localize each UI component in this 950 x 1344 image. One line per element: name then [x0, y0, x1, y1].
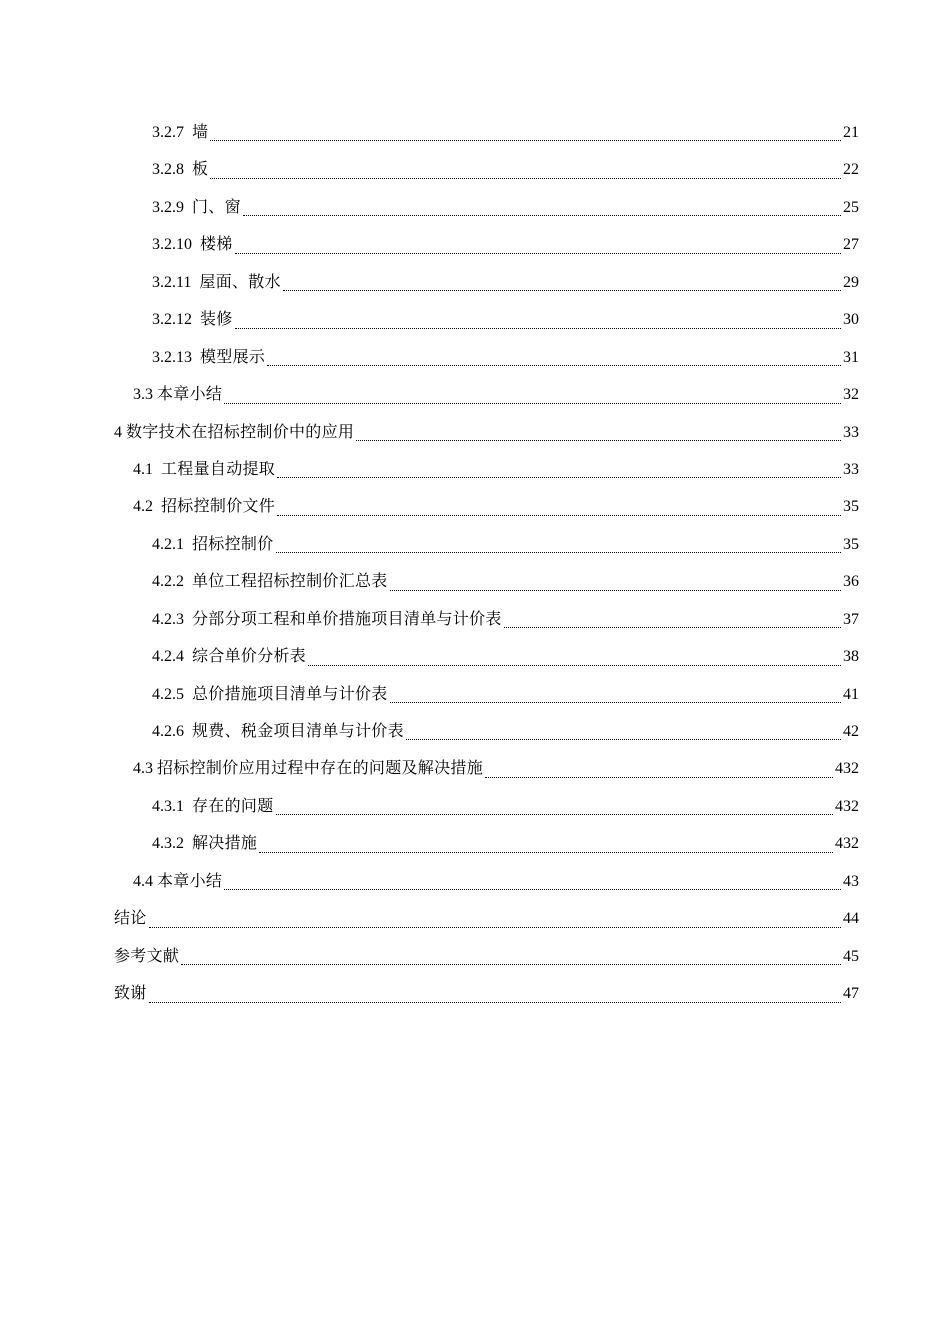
- toc-entry-title: 装修: [200, 311, 233, 329]
- toc-entry[interactable]: [0, 488, 950, 525]
- toc-entry-page-number: 32: [843, 386, 859, 404]
- toc-entry-page-number: 44: [843, 910, 859, 928]
- toc-entry-dot-leader: [235, 327, 841, 329]
- toc-entry-number: 4.3: [133, 760, 153, 778]
- toc-entry[interactable]: [0, 376, 950, 413]
- toc-entry-page-number: 37: [843, 610, 859, 628]
- toc-entry[interactable]: [0, 526, 950, 563]
- toc-entry-dot-leader: [259, 851, 833, 853]
- toc-entry-number: 3.2.13: [152, 348, 192, 366]
- table-of-contents: [0, 114, 950, 1013]
- toc-entry-number: 4.2.1: [152, 535, 184, 553]
- toc-entry-number: 3.2.9: [152, 198, 184, 216]
- toc-entry-number: 4.2.2: [152, 573, 184, 591]
- toc-entry-title: 板: [192, 161, 209, 179]
- toc-entry-dot-leader: [276, 813, 833, 815]
- toc-entry-title: 规费、税金项目清单与计价表: [192, 723, 404, 740]
- toc-entry[interactable]: [0, 750, 950, 787]
- toc-entry-title: 分部分项工程和单价措施项目清单与计价表: [192, 610, 502, 628]
- toc-entry-title: 工程量自动提取: [161, 460, 276, 478]
- toc-entry-dot-leader: [224, 888, 841, 890]
- toc-entry-dot-leader: [243, 214, 841, 216]
- toc-entry-title: 招标控制价: [192, 535, 274, 553]
- toc-entry[interactable]: [0, 414, 950, 451]
- toc-entry-dot-leader: [149, 1001, 841, 1003]
- toc-entry-dot-leader: [390, 701, 841, 703]
- toc-entry-title: 总价措施项目清单与计价表: [192, 685, 388, 703]
- toc-entry[interactable]: [0, 713, 950, 750]
- toc-entry-page-number: 29: [843, 273, 859, 291]
- toc-entry-dot-leader: [181, 963, 841, 965]
- toc-entry[interactable]: [0, 339, 950, 376]
- toc-entry-number: 4.3.2: [152, 835, 184, 853]
- toc-entry[interactable]: [0, 151, 950, 188]
- toc-entry-dot-leader: [276, 551, 841, 553]
- toc-entry-title: 墙: [192, 124, 209, 141]
- toc-entry-dot-leader: [235, 252, 841, 254]
- toc-entry[interactable]: [0, 226, 950, 263]
- toc-entry-dot-leader: [210, 177, 841, 179]
- toc-entry-page-number: 35: [843, 498, 859, 516]
- toc-entry-number: 3.2.8: [152, 161, 184, 179]
- toc-entry-title: 存在的问题: [192, 797, 274, 815]
- toc-entry-dot-leader: [224, 402, 841, 404]
- toc-entry-page-number: 43: [843, 872, 859, 890]
- toc-entry-title: 招标控制价文件: [161, 498, 276, 516]
- toc-entry-page-number: 21: [843, 124, 859, 141]
- toc-entry-dot-leader: [504, 626, 841, 628]
- toc-entry-number: 4.4: [133, 872, 153, 890]
- toc-entry-dot-leader: [283, 289, 841, 291]
- toc-entry[interactable]: [0, 863, 950, 900]
- toc-entry[interactable]: [0, 114, 950, 151]
- toc-entry-title: 楼梯: [200, 236, 233, 254]
- toc-entry-page-number: 30: [843, 311, 859, 329]
- toc-entry-page-number: 432: [835, 835, 859, 853]
- toc-entry[interactable]: [0, 825, 950, 862]
- toc-entry-dot-leader: [485, 776, 833, 778]
- toc-entry[interactable]: [0, 788, 950, 825]
- toc-entry-page-number: 36: [843, 573, 859, 591]
- toc-entry-dot-leader: [356, 439, 841, 441]
- toc-entry-dot-leader: [308, 664, 841, 666]
- toc-entry-number: 3.3: [133, 386, 153, 404]
- toc-entry-page-number: 38: [843, 648, 859, 666]
- toc-entry-page-number: 45: [843, 947, 859, 965]
- toc-entry-number: 4.3.1: [152, 797, 184, 815]
- toc-entry-number: 3.2.7: [152, 124, 184, 141]
- toc-entry-title: 数字技术在招标控制价中的应用: [126, 423, 355, 441]
- toc-entry-title: 结论: [114, 910, 147, 928]
- toc-entry[interactable]: [0, 938, 950, 975]
- toc-entry-title: 解决措施: [192, 835, 258, 853]
- toc-entry[interactable]: [0, 676, 950, 713]
- toc-entry-number: 4: [114, 423, 122, 441]
- toc-entry-number: 4.2.3: [152, 610, 184, 628]
- toc-entry-number: 3.2.11: [152, 273, 192, 291]
- toc-entry-page-number: 432: [835, 797, 859, 815]
- toc-entry-page-number: 22: [843, 161, 859, 179]
- toc-entry-number: 3.2.12: [152, 311, 192, 329]
- toc-entry-dot-leader: [277, 514, 841, 516]
- toc-entry-dot-leader: [149, 926, 841, 928]
- toc-entry-dot-leader: [277, 476, 841, 478]
- toc-entry-page-number: 42: [843, 723, 859, 740]
- toc-entry-dot-leader: [210, 139, 841, 141]
- toc-entry[interactable]: [0, 264, 950, 301]
- toc-entry[interactable]: [0, 638, 950, 675]
- toc-entry[interactable]: [0, 563, 950, 600]
- toc-entry-number: 4.2.6: [152, 723, 184, 740]
- toc-entry-number: 4.2.5: [152, 685, 184, 703]
- toc-entry-title: 屋面、散水: [199, 273, 281, 291]
- toc-entry-title: 本章小结: [157, 386, 223, 404]
- toc-entry-title: 招标控制价应用过程中存在的问题及解决措施: [157, 760, 484, 778]
- toc-entry-page-number: 27: [843, 236, 859, 254]
- toc-entry-title: 致谢: [114, 985, 147, 1003]
- toc-entry-page-number: 31: [843, 348, 859, 366]
- toc-entry-number: 3.2.10: [152, 236, 192, 254]
- toc-entry[interactable]: [0, 975, 950, 1012]
- toc-entry-page-number: 35: [843, 535, 859, 553]
- toc-entry[interactable]: [0, 301, 950, 338]
- toc-entry[interactable]: [0, 900, 950, 937]
- toc-entry[interactable]: [0, 451, 950, 488]
- toc-entry-page-number: 432: [835, 760, 859, 778]
- toc-entry-page-number: 33: [843, 423, 859, 441]
- toc-entry-title: 本章小结: [157, 872, 223, 890]
- toc-entry-page-number: 25: [843, 198, 859, 216]
- toc-entry-title: 单位工程招标控制价汇总表: [192, 573, 388, 591]
- toc-entry-title: 参考文献: [114, 947, 180, 965]
- toc-entry-dot-leader: [406, 738, 841, 740]
- toc-entry-number: 4.1: [133, 460, 153, 478]
- toc-entry[interactable]: [0, 601, 950, 638]
- toc-entry-dot-leader: [267, 364, 841, 366]
- toc-entry-dot-leader: [390, 589, 841, 591]
- toc-entry-number: 4.2: [133, 498, 153, 516]
- toc-entry-page-number: 47: [843, 985, 859, 1003]
- toc-entry-page-number: 33: [843, 460, 859, 478]
- toc-entry-number: 4.2.4: [152, 648, 184, 666]
- toc-entry-title: 综合单价分析表: [192, 648, 307, 666]
- toc-entry-page-number: 41: [843, 685, 859, 703]
- toc-entry-title: 门、窗: [192, 198, 241, 216]
- toc-entry[interactable]: [0, 189, 950, 226]
- toc-entry-title: 模型展示: [200, 348, 266, 366]
